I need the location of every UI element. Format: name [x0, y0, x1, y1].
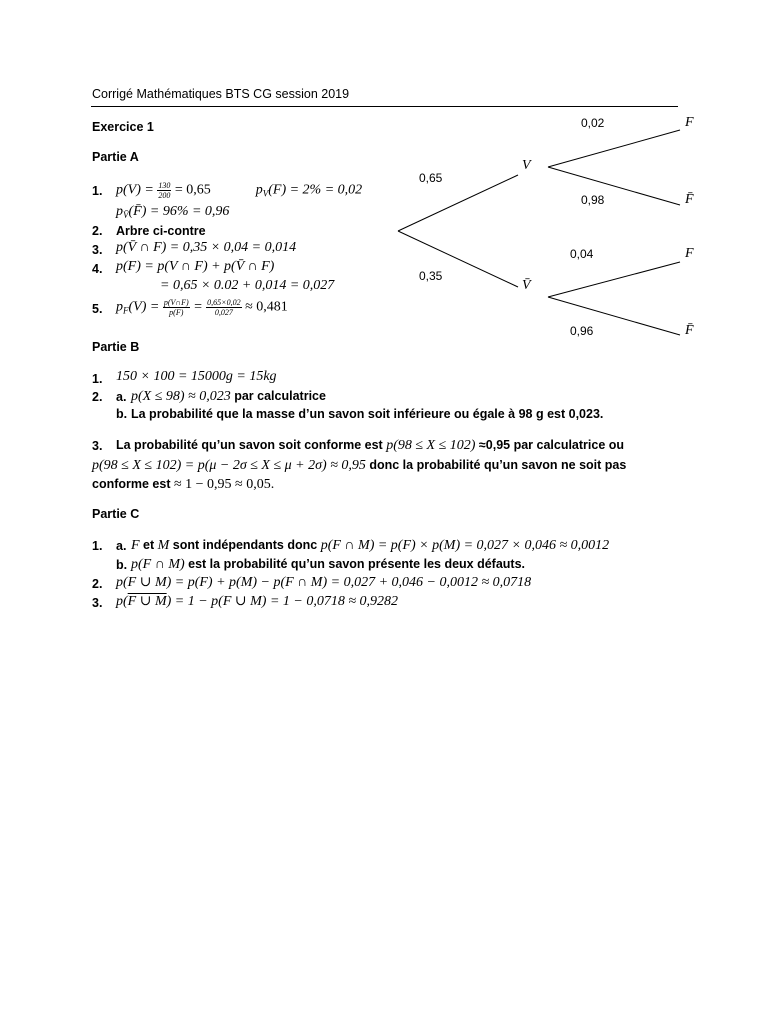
tree-branch-vbar-f [548, 262, 680, 297]
part-a-item-1-line-1: p(V) = $\frac{130}{200}$ = 0,65 $p_V(F) = 2\% = 0,02$ [116, 181, 363, 200]
part-a-item-2-text: Arbre ci-contre [116, 224, 206, 238]
part-c-item-1b-label: b. [116, 558, 128, 572]
tree-leaf-f-2: F [685, 246, 694, 261]
tree-branch-root-v [398, 175, 518, 231]
tree-leaf-fbar-1: F̄ [685, 192, 694, 207]
part-a-title: Partie A [92, 150, 139, 164]
part-c-item-1b-text: p(F ∩ M) est la probabilité qu’un savon présente les deux défauts. [131, 557, 526, 572]
part-a-item-1-line-2: $p_{V̄}(F̄) = 96\% = 0,96$ [116, 204, 230, 220]
part-a-item-4-text-cont: = 0,65 × 0.02 + 0,014 = 0,027 [160, 278, 335, 293]
part-b-item-2a-label: a. [116, 390, 127, 404]
tree-leaf-f-1: F [685, 115, 694, 130]
fraction-130-200: $\frac{130}{200}$ [158, 181, 171, 200]
tree-prob-root-vbar: 0,35 [419, 269, 443, 283]
part-b-item-3-line-1: La probabilité qu’un savon soit conforme est p(98 ≤ X ≤ 102) ≈0,95 par calculatrice ou [116, 438, 625, 453]
part-b-item-3-line-2: p(98 ≤ X ≤ 102) = p(μ − 2σ ≤ X ≤ μ + 2σ) ≈ 0,95 donc la probabilité qu’un savon ne soit pas [92, 458, 627, 473]
part-b-item-1-text: 150 × 100 = 15000g = 15kg [116, 369, 277, 384]
part-a-item-3-text: p(V̄ ∩ F) = 0,35 × 0,04 = 0,014 [116, 240, 297, 255]
part-c-item-3-number: 3. [92, 596, 103, 610]
tree-branch-vbar-fbar [548, 297, 680, 335]
fraction-conditional: $\frac{p(V\cap F)}{p(F)}$ [163, 298, 189, 317]
part-b-item-2a-text: p(X ≤ 98) ≈ 0,023 par calculatrice [131, 389, 326, 404]
part-a-item-2-number: 2. [92, 224, 103, 238]
tree-branch-root-vbar [398, 231, 518, 287]
tree-branch-v-f [548, 130, 680, 167]
tree-branch-v-fbar [548, 167, 680, 205]
part-a-item-3-number: 3. [92, 243, 103, 257]
fraction-values: $\frac{0,65\times 0,02}{0,027}$ [207, 298, 241, 317]
tree-prob-vbar-fbar: 0,96 [570, 324, 594, 338]
part-b-item-2b-text: La probabilité que la masse d’un savon soit inférieure ou égale à 98 g est 0,023. [131, 407, 604, 421]
part-b-item-3-number: 3. [92, 439, 103, 453]
part-c-item-3-text: p(F ∪ M) = 1 − p(F ∪ M) = 1 − 0,0718 ≈ 0,9282 [116, 594, 399, 609]
tree-node-vbar: V̄ [522, 278, 531, 293]
part-a-item-4-text: p(F) = p(V ∩ F) + p(V̄ ∩ F) [116, 259, 275, 274]
part-c-item-2-text: p(F ∪ M) = p(F) + p(M) − p(F ∩ M) = 0,027 + 0,046 − 0,0012 ≈ 0,0718 [116, 575, 532, 590]
part-b-item-3-line-3: conforme est ≈ 1 − 0,95 ≈ 0,05. [92, 477, 275, 492]
part-a-item-5-number: 5. [92, 302, 103, 316]
part-c-item-1a-text: F et M sont indépendants donc p(F ∩ M) = p(F) × p(M) = 0,027 × 0,046 ≈ 0,0012 [131, 538, 610, 553]
tree-prob-vbar-f: 0,04 [570, 247, 594, 261]
exercise-title: Exercice 1 [92, 120, 154, 134]
part-c-title: Partie C [92, 507, 140, 521]
part-c-item-1-number: 1. [92, 539, 103, 553]
tree-leaf-fbar-2: F̄ [685, 323, 694, 338]
part-a-item-1-number: 1. [92, 184, 103, 198]
document-header: Corrigé Mathématiques BTS CG session 2019 [92, 87, 350, 101]
part-a-item-5-text: $p_F(V)$ = $\frac{p(V\cap F)}{p(F)}$ = $\frac{0,65\times 0,02}{0,027}$ ≈ 0,481 [116, 298, 288, 317]
part-a-item-4-number: 4. [92, 262, 103, 276]
tree-prob-v-f: 0,02 [581, 116, 605, 130]
tree-prob-v-fbar: 0,98 [581, 193, 605, 207]
tree-node-v: V [522, 158, 531, 173]
part-b-item-2-number: 2. [92, 390, 103, 404]
part-b-title: Partie B [92, 340, 140, 354]
tree-prob-root-v: 0,65 [419, 171, 443, 185]
part-c-item-2-number: 2. [92, 577, 103, 591]
part-b-item-2b-label: b. [116, 407, 128, 421]
part-c-item-1a-label: a. [116, 539, 127, 553]
part-b-item-1-number: 1. [92, 372, 103, 386]
